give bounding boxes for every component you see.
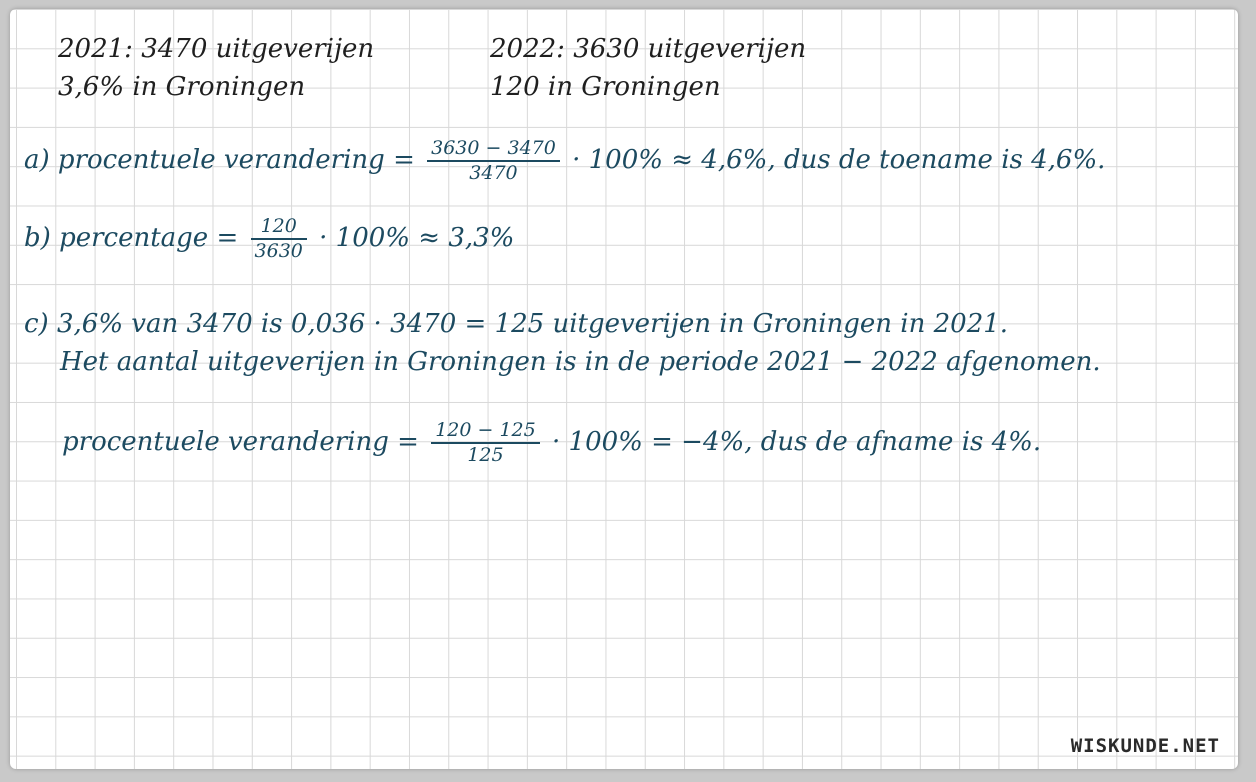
given-2021-count: 2021: 3470 uitgeverijen — [58, 34, 375, 64]
part-a-numerator: 3630 − 3470 — [427, 139, 560, 162]
part-c-calculation: 3,6% van 3470 is 0,036 · 3470 = 125 uitgeverijen in Groningen in 2021. — [56, 309, 1009, 339]
part-a-fraction — [427, 139, 560, 183]
part-c-line-3 — [62, 421, 1041, 465]
part-b-lhs: percentage = — [59, 223, 239, 253]
notebook-page — [10, 9, 1238, 769]
part-c-fraction — [431, 421, 540, 465]
wiskunde-logo: WISKUNDE.NET — [1070, 735, 1220, 757]
part-c-denominator: 125 — [467, 444, 504, 466]
part-a-line — [24, 139, 1105, 183]
part-b-label: b) — [24, 223, 51, 253]
part-a-denominator: 3470 — [469, 162, 518, 184]
part-c-line-2: Het aantal uitgeverijen in Groningen is in de periode 2021 − 2022 afgenomen. — [60, 347, 1101, 377]
part-a-label: a) — [24, 145, 50, 175]
part-c-numerator: 120 − 125 — [431, 421, 540, 444]
given-2022-count: 2022: 3630 uitgeverijen — [490, 34, 807, 64]
part-b-line — [24, 217, 514, 261]
given-2021-groningen: 3,6% in Groningen — [58, 72, 306, 102]
part-c-result: · 100% = −4%, dus de afname is 4%. — [552, 427, 1042, 457]
part-c-label: c) — [24, 309, 49, 339]
part-a-result: · 100% ≈ 4,6%, dus de toename is 4,6%. — [572, 145, 1106, 175]
part-a-lhs: procentuele verandering = — [57, 145, 415, 175]
part-b-result: · 100% ≈ 3,3% — [319, 223, 515, 253]
part-b-denominator: 3630 — [254, 240, 303, 262]
given-2022-groningen: 120 in Groningen — [490, 72, 721, 102]
part-b-fraction — [251, 217, 307, 261]
part-b-numerator: 120 — [251, 217, 307, 240]
part-c-lhs: procentuele verandering = — [62, 427, 419, 457]
part-c-line-1 — [24, 311, 1008, 337]
